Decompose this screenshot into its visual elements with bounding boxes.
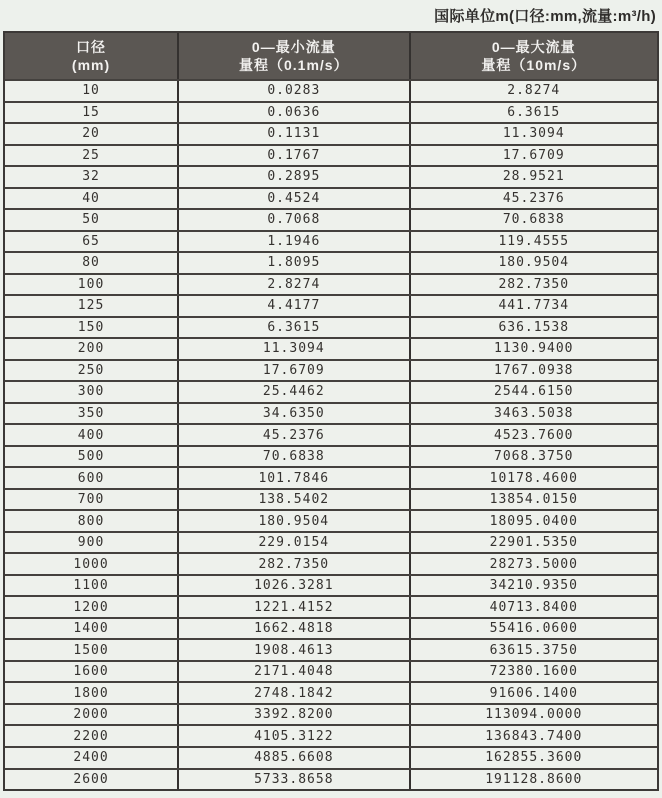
- header-diameter-line2: (mm): [71, 57, 111, 73]
- table-row: [5, 703, 657, 725]
- min-flow-cell: 45.2376: [179, 425, 410, 445]
- diameter-cell: 1600: [5, 662, 179, 682]
- max-flow-cell: 72380.1600: [489, 664, 578, 680]
- table-row: [5, 402, 657, 424]
- units-note: 国际单位m(口径:mm,流量:m³/h): [434, 8, 656, 25]
- table-row: [5, 445, 657, 467]
- max-flow-cell: 17.6709: [502, 147, 565, 163]
- max-flow-cell: 2544.6150: [494, 384, 574, 400]
- max-flow-cell: 10178.4600: [489, 470, 578, 486]
- max-flow-cell: 70.6838: [502, 212, 565, 228]
- table-row: [5, 230, 657, 252]
- table-row: [5, 509, 657, 531]
- max-flow-cell: 6.3615: [507, 104, 561, 120]
- min-flow-cell: 6.3615: [179, 318, 410, 338]
- diameter-cell: 400: [5, 425, 179, 445]
- diameter-cell: 2200: [5, 726, 179, 746]
- diameter-cell: 10: [5, 81, 179, 101]
- diameter-cell: 1500: [5, 640, 179, 660]
- table-row: [5, 359, 657, 381]
- diameter-cell: 900: [5, 533, 179, 553]
- diameter-cell: 1200: [5, 597, 179, 617]
- table-row: [5, 79, 657, 101]
- table-row: [5, 552, 657, 574]
- header-min-flow-line1: 0—最小流量: [251, 39, 336, 55]
- table-row: [5, 294, 657, 316]
- max-flow-cell: 55416.0600: [489, 621, 578, 637]
- min-flow-cell: 1.8095: [179, 253, 410, 273]
- table-row: [5, 337, 657, 359]
- min-flow-cell: 34.6350: [179, 404, 410, 424]
- min-flow-cell: 11.3094: [179, 339, 410, 359]
- diameter-cell: 1400: [5, 619, 179, 639]
- table-row: [5, 574, 657, 596]
- diameter-cell: 32: [5, 167, 179, 187]
- min-flow-cell: 0.1131: [179, 124, 410, 144]
- table-row: [5, 165, 657, 187]
- max-flow-cell: 1130.9400: [494, 341, 574, 357]
- table-row: [5, 488, 657, 510]
- diameter-cell: 600: [5, 468, 179, 488]
- min-flow-cell: 0.0636: [179, 103, 410, 123]
- min-flow-cell: 3392.8200: [179, 705, 410, 725]
- diameter-cell: 250: [5, 361, 179, 381]
- min-flow-cell: 1662.4818: [179, 619, 410, 639]
- min-flow-cell: 0.4524: [179, 189, 410, 209]
- max-flow-cell: 180.9504: [498, 255, 570, 271]
- min-flow-cell: 25.4462: [179, 382, 410, 402]
- diameter-cell: 700: [5, 490, 179, 510]
- min-flow-cell: 4105.3122: [179, 726, 410, 746]
- diameter-cell: 100: [5, 275, 179, 295]
- flow-range-table: [3, 31, 659, 791]
- diameter-cell: 350: [5, 404, 179, 424]
- max-flow-cell: 18095.0400: [489, 513, 578, 529]
- table-row: [5, 724, 657, 746]
- table-row: [5, 273, 657, 295]
- table-row: [5, 187, 657, 209]
- table-row: [5, 122, 657, 144]
- max-flow-cell: 162855.3600: [485, 750, 583, 766]
- max-flow-cell: 636.1538: [498, 319, 570, 335]
- table-row: [5, 660, 657, 682]
- min-flow-cell: 1.1946: [179, 232, 410, 252]
- table-row: [5, 423, 657, 445]
- max-flow-cell: 11.3094: [502, 126, 565, 142]
- diameter-cell: 80: [5, 253, 179, 273]
- diameter-cell: 200: [5, 339, 179, 359]
- header-max-flow: [411, 33, 657, 79]
- max-flow-cell: 7068.3750: [494, 449, 574, 465]
- table-row: [5, 768, 657, 790]
- min-flow-cell: 1026.3281: [179, 576, 410, 596]
- max-flow-cell: 45.2376: [502, 190, 565, 206]
- table-row: [5, 208, 657, 230]
- max-flow-cell: 119.4555: [498, 233, 570, 249]
- diameter-cell: 500: [5, 447, 179, 467]
- diameter-cell: 300: [5, 382, 179, 402]
- max-flow-cell: 34210.9350: [489, 578, 578, 594]
- diameter-cell: 20: [5, 124, 179, 144]
- max-flow-cell: 191128.8600: [485, 771, 583, 787]
- table-row: [5, 144, 657, 166]
- max-flow-cell: 28273.5000: [489, 556, 578, 572]
- diameter-cell: 2000: [5, 705, 179, 725]
- header-max-flow-line2: 量程（10m/s）: [481, 57, 587, 73]
- max-flow-cell: 13854.0150: [489, 492, 578, 508]
- table-row: [5, 316, 657, 338]
- min-flow-cell: 0.0283: [179, 81, 410, 101]
- table-row: [5, 617, 657, 639]
- max-flow-cell: 113094.0000: [485, 707, 583, 723]
- diameter-cell: 50: [5, 210, 179, 230]
- header-max-flow-line1: 0—最大流量: [491, 39, 576, 55]
- max-flow-cell: 3463.5038: [494, 405, 574, 421]
- min-flow-cell: 17.6709: [179, 361, 410, 381]
- max-flow-cell: 441.7734: [498, 298, 570, 314]
- diameter-cell: 1800: [5, 683, 179, 703]
- header-min-flow: [179, 33, 410, 79]
- max-flow-cell: 28.9521: [502, 169, 565, 185]
- min-flow-cell: 4885.6608: [179, 748, 410, 768]
- min-flow-cell: 5733.8658: [179, 770, 410, 790]
- max-flow-cell: 1767.0938: [494, 362, 574, 378]
- min-flow-cell: 0.2895: [179, 167, 410, 187]
- max-flow-cell: 136843.7400: [485, 728, 583, 744]
- max-flow-cell: 4523.7600: [494, 427, 574, 443]
- min-flow-cell: 0.1767: [179, 146, 410, 166]
- diameter-cell: 800: [5, 511, 179, 531]
- min-flow-cell: 70.6838: [179, 447, 410, 467]
- min-flow-cell: 0.7068: [179, 210, 410, 230]
- diameter-cell: 150: [5, 318, 179, 338]
- table-row: [5, 638, 657, 660]
- header-diameter-line1: 口径: [76, 39, 107, 55]
- min-flow-cell: 2.8274: [179, 275, 410, 295]
- min-flow-cell: 138.5402: [179, 490, 410, 510]
- min-flow-cell: 2171.4048: [179, 662, 410, 682]
- diameter-cell: 2400: [5, 748, 179, 768]
- max-flow-cell: 40713.8400: [489, 599, 578, 615]
- diameter-cell: 2600: [5, 770, 179, 790]
- diameter-cell: 65: [5, 232, 179, 252]
- table-body: [5, 79, 657, 789]
- table-row: [5, 380, 657, 402]
- diameter-cell: 125: [5, 296, 179, 316]
- max-flow-cell: 22901.5350: [489, 535, 578, 551]
- max-flow-cell: 282.7350: [498, 276, 570, 292]
- diameter-cell: 15: [5, 103, 179, 123]
- table-row: [5, 746, 657, 768]
- min-flow-cell: 180.9504: [179, 511, 410, 531]
- header-min-flow-line2: 量程（0.1m/s）: [239, 57, 349, 73]
- diameter-cell: 1100: [5, 576, 179, 596]
- diameter-cell: 40: [5, 189, 179, 209]
- min-flow-cell: 282.7350: [179, 554, 410, 574]
- table-caption: [0, 0, 662, 31]
- max-flow-cell: 2.8274: [507, 83, 561, 99]
- max-flow-cell: 91606.1400: [489, 685, 578, 701]
- header-diameter: [5, 33, 179, 79]
- min-flow-cell: 1221.4152: [179, 597, 410, 617]
- max-flow-cell: 63615.3750: [489, 642, 578, 658]
- table-row: [5, 101, 657, 123]
- table-row: [5, 466, 657, 488]
- table-header-row: [5, 33, 657, 79]
- min-flow-cell: 229.0154: [179, 533, 410, 553]
- table-row: [5, 595, 657, 617]
- diameter-cell: 1000: [5, 554, 179, 574]
- diameter-cell: 25: [5, 146, 179, 166]
- table-row: [5, 531, 657, 553]
- min-flow-cell: 4.4177: [179, 296, 410, 316]
- min-flow-cell: 101.7846: [179, 468, 410, 488]
- table-row: [5, 681, 657, 703]
- table-row: [5, 251, 657, 273]
- min-flow-cell: 1908.4613: [179, 640, 410, 660]
- min-flow-cell: 2748.1842: [179, 683, 410, 703]
